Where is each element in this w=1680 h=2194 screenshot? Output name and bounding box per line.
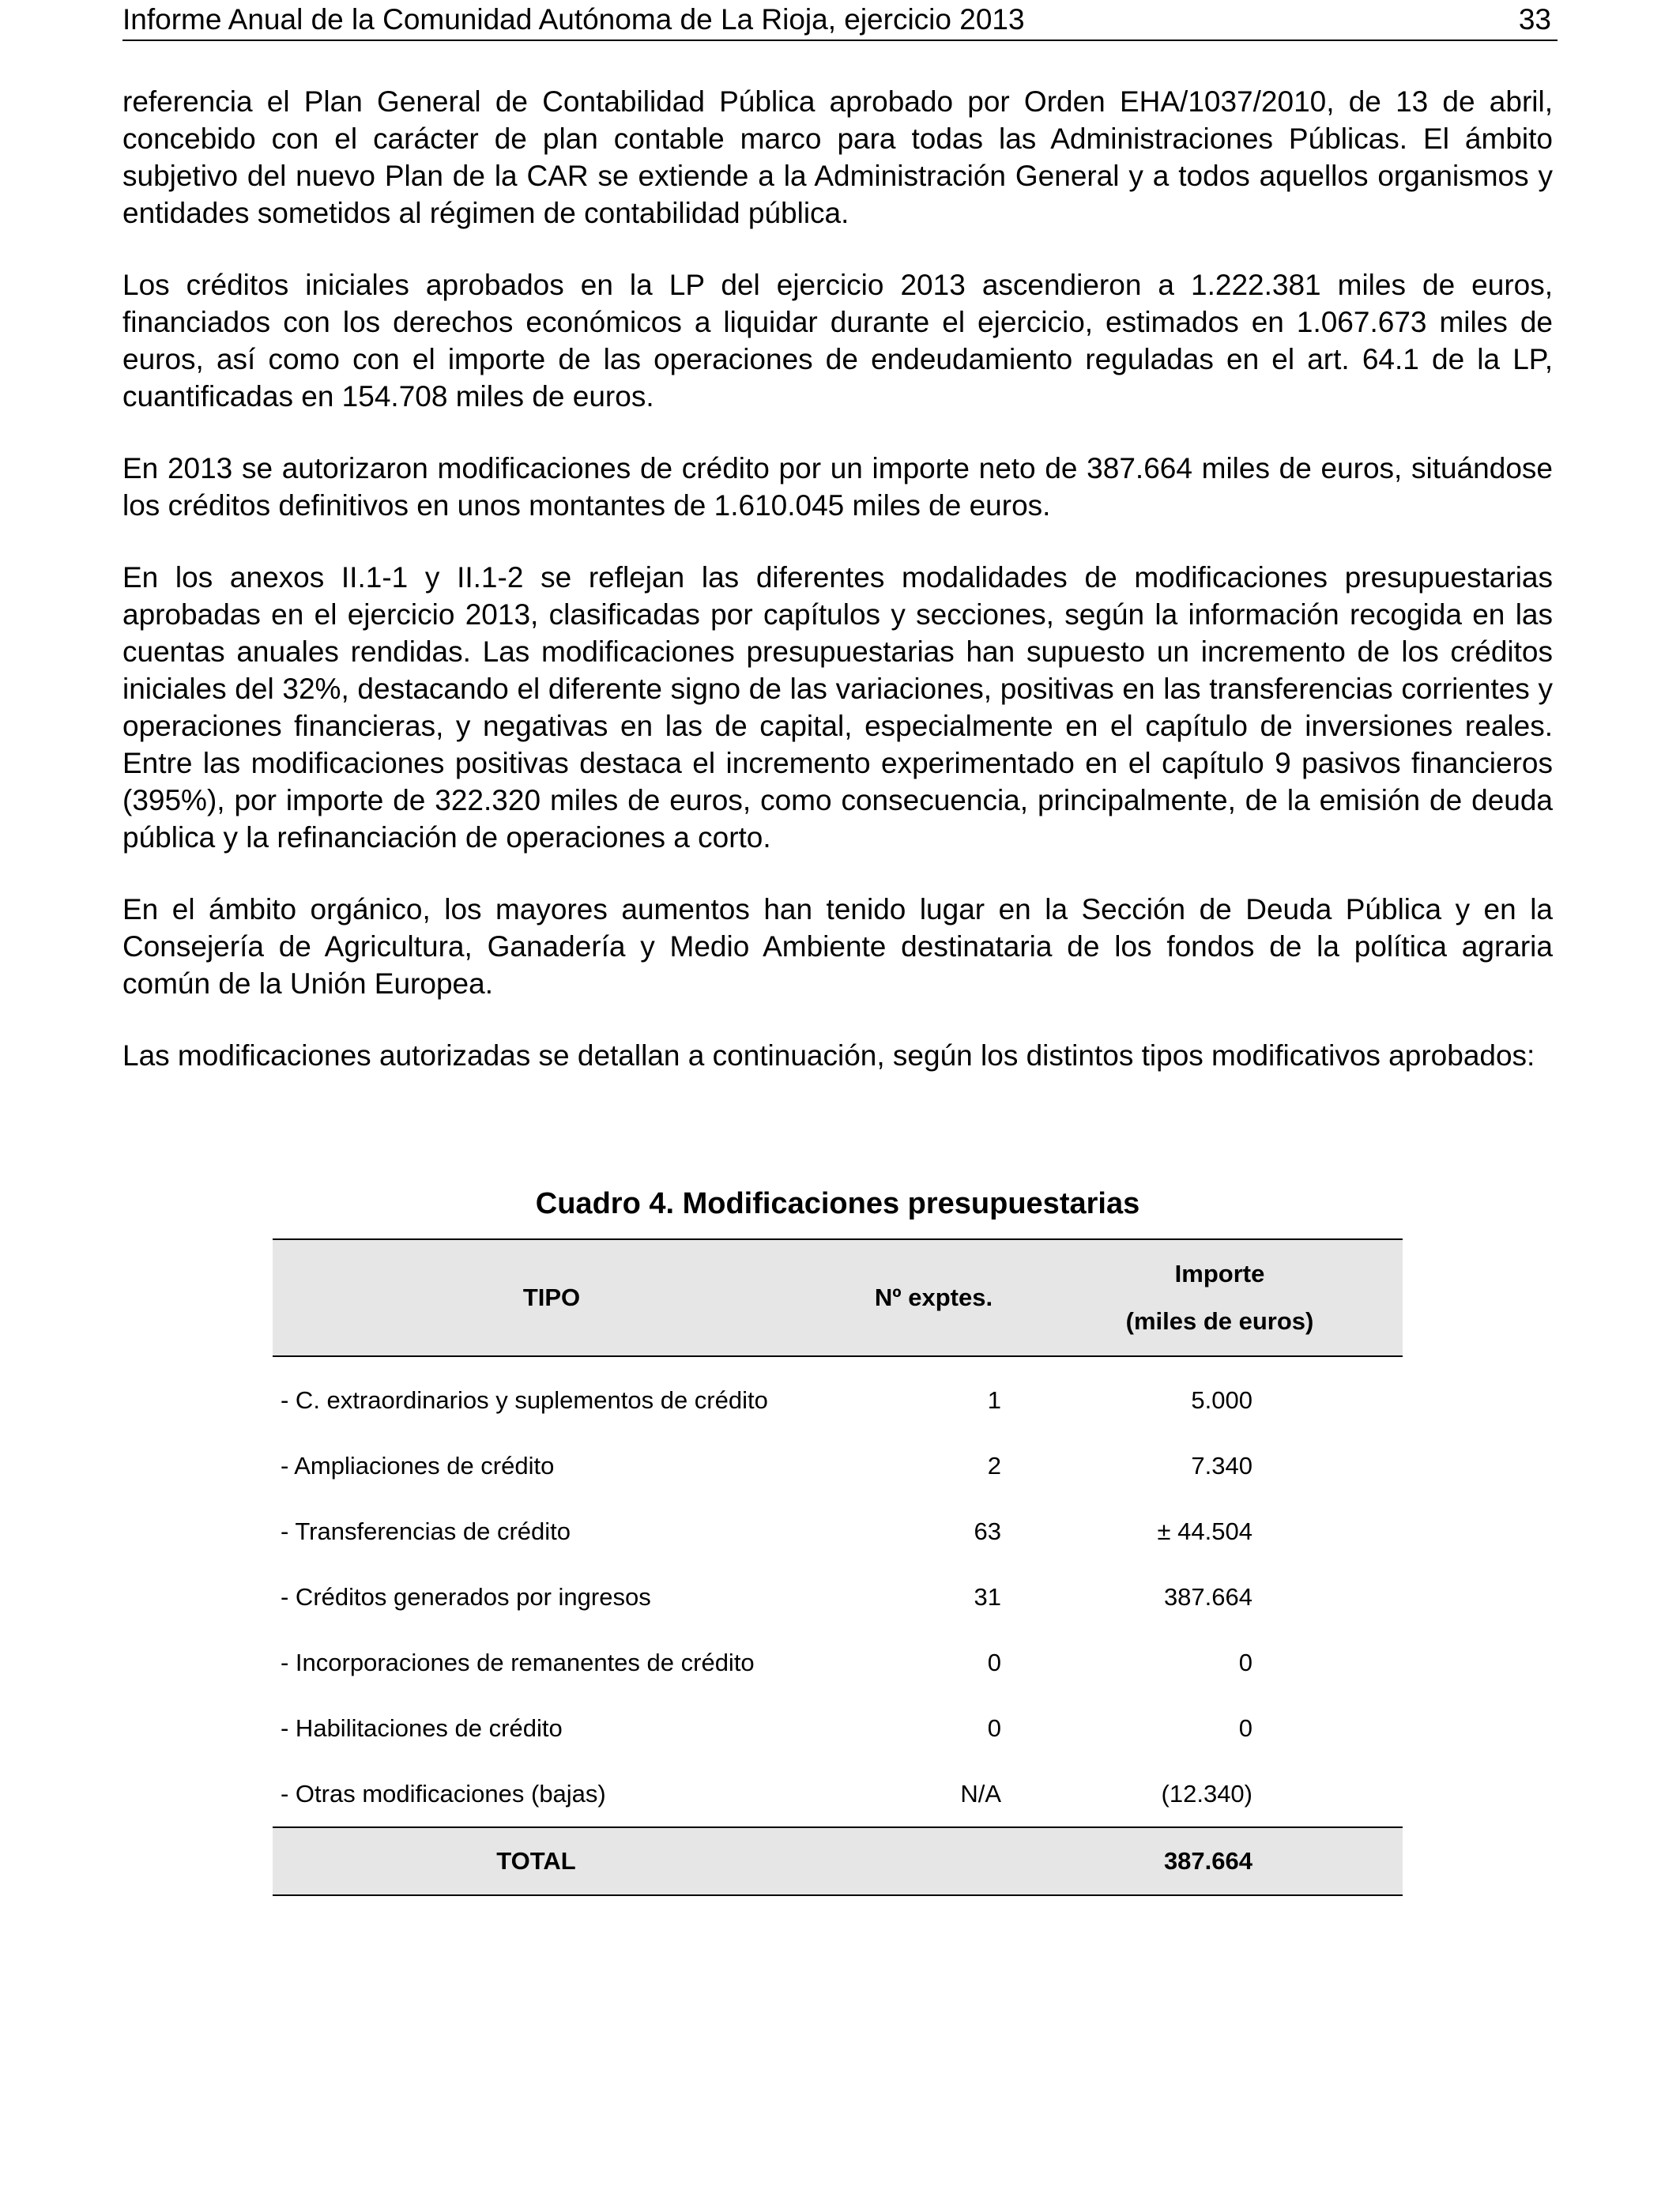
paragraph: En los anexos II.1-1 y II.1-2 se reflejan las diferentes modalidades de modificaciones presupuestarias aprobadas en el ejercicio 2013, clasificadas por capítulos y secciones, según la información recogida en las cuentas anuales rendidas. Las modificaciones presupuestarias han supuesto un incremento de los créditos iniciales del 32%, destacando el diferente signo de las variaciones, positivas en las transferencias corrientes y operaciones financieras, y negativas en las de capital, especialmente en el capítulo de inversiones reales. Entre las modificaciones positivas destaca el incremento experimentado en el capítulo 9 pasivos financieros (395%), por importe de 322.320 miles de euros, como consecuencia, principalmente, de la emisión de deuda pública y la refinanciación de operaciones a corto. bbox=[122, 561, 1553, 854]
header-title: Informe Anual de la Comunidad Autónoma de La Rioja, ejercicio 2013 bbox=[122, 3, 1025, 36]
table-header-row bbox=[273, 1239, 1403, 1356]
paragraph: referencia el Plan General de Contabilidad Pública aprobado por Orden EHA/1037/2010, de 13 de abril, concebido con el carácter de plan contable marco para todas las Administraciones Públicas. El ámbito subjetivo del nuevo Plan de la CAR se extiende a la Administración General y a todos aquellos organismos y entidades sometidos al régimen de contabilidad pública. bbox=[122, 85, 1553, 229]
table-total-row bbox=[273, 1827, 1403, 1895]
cell-num: 2 bbox=[987, 1451, 1001, 1480]
page-header bbox=[122, 0, 1558, 41]
cell-importe: 387.664 bbox=[1163, 1582, 1252, 1611]
cell-tipo: - C. extraordinarios y suplementos de crédito bbox=[281, 1386, 768, 1414]
paragraph: En el ámbito orgánico, los mayores aumentos han tenido lugar en la Sección de Deuda Pública y en la Consejería de Agricultura, Ganadería y Medio Ambiente destinataria de los fondos de la política agraria común de la Unión Europea. bbox=[122, 893, 1553, 1000]
header-num-exptes: Nº exptes. bbox=[831, 1239, 1037, 1356]
cell-tipo: - Ampliaciones de crédito bbox=[281, 1451, 555, 1480]
header-tipo: TIPO bbox=[273, 1239, 831, 1356]
table-row bbox=[273, 1630, 1403, 1695]
paragraph: Las modificaciones autorizadas se detallan a continuación, según los distintos tipos modificativos aprobados: bbox=[122, 1039, 1535, 1072]
table-row bbox=[273, 1564, 1403, 1630]
paragraph: Los créditos iniciales aprobados en la LP del ejercicio 2013 ascendieron a 1.222.381 miles de euros, financiados con los derechos económicos a liquidar durante el ejercicio, estimados en 1.067.673 miles de euros, así como con el importe de las operaciones de endeudamiento reguladas en el art. 64.1 de la LP, cuantificadas en 154.708 miles de euros. bbox=[122, 269, 1553, 413]
header-importe bbox=[1037, 1239, 1403, 1356]
cell-num: 63 bbox=[974, 1517, 1001, 1545]
cell-tipo: - Habilitaciones de crédito bbox=[281, 1713, 563, 1742]
header-importe-line2: (miles de euros) bbox=[1125, 1307, 1314, 1335]
cell-importe: 0 bbox=[1238, 1713, 1252, 1742]
table-caption: Cuadro 4. Modificaciones presupuestarias bbox=[535, 1187, 1140, 1220]
table-row bbox=[273, 1356, 1403, 1433]
cell-tipo: - Transferencias de crédito bbox=[281, 1517, 571, 1545]
cell-num: N/A bbox=[960, 1779, 1001, 1808]
table-row bbox=[273, 1498, 1403, 1564]
cell-num: 0 bbox=[987, 1648, 1001, 1676]
cell-num: 1 bbox=[987, 1386, 1001, 1414]
total-num bbox=[831, 1827, 1037, 1895]
cell-num: 0 bbox=[987, 1713, 1001, 1742]
table-row bbox=[273, 1433, 1403, 1498]
cell-importe: ± 44.504 bbox=[1157, 1517, 1252, 1545]
cell-importe: (12.340) bbox=[1161, 1779, 1252, 1808]
table-row bbox=[273, 1761, 1403, 1827]
total-importe: 387.664 bbox=[1037, 1827, 1403, 1895]
table-row bbox=[273, 1695, 1403, 1761]
modifications-table bbox=[273, 1238, 1403, 1896]
cell-tipo: - Incorporaciones de remanentes de crédito bbox=[281, 1648, 755, 1676]
cell-tipo: - Otras modificaciones (bajas) bbox=[281, 1779, 606, 1808]
cell-tipo: - Créditos generados por ingresos bbox=[281, 1582, 651, 1611]
cell-importe: 5.000 bbox=[1191, 1386, 1252, 1414]
body-text bbox=[122, 83, 1553, 1109]
total-label: TOTAL bbox=[273, 1827, 831, 1895]
paragraph: En 2013 se autorizaron modificaciones de crédito por un importe neto de 387.664 miles de euros, situándose los créditos definitivos en unos montantes de 1.610.045 miles de euros. bbox=[122, 452, 1553, 522]
cell-importe: 0 bbox=[1238, 1648, 1252, 1676]
page-number: 33 bbox=[1518, 3, 1551, 36]
header-importe-line1: Importe bbox=[1174, 1260, 1265, 1287]
cell-importe: 7.340 bbox=[1191, 1451, 1252, 1480]
cell-num: 31 bbox=[974, 1582, 1001, 1611]
